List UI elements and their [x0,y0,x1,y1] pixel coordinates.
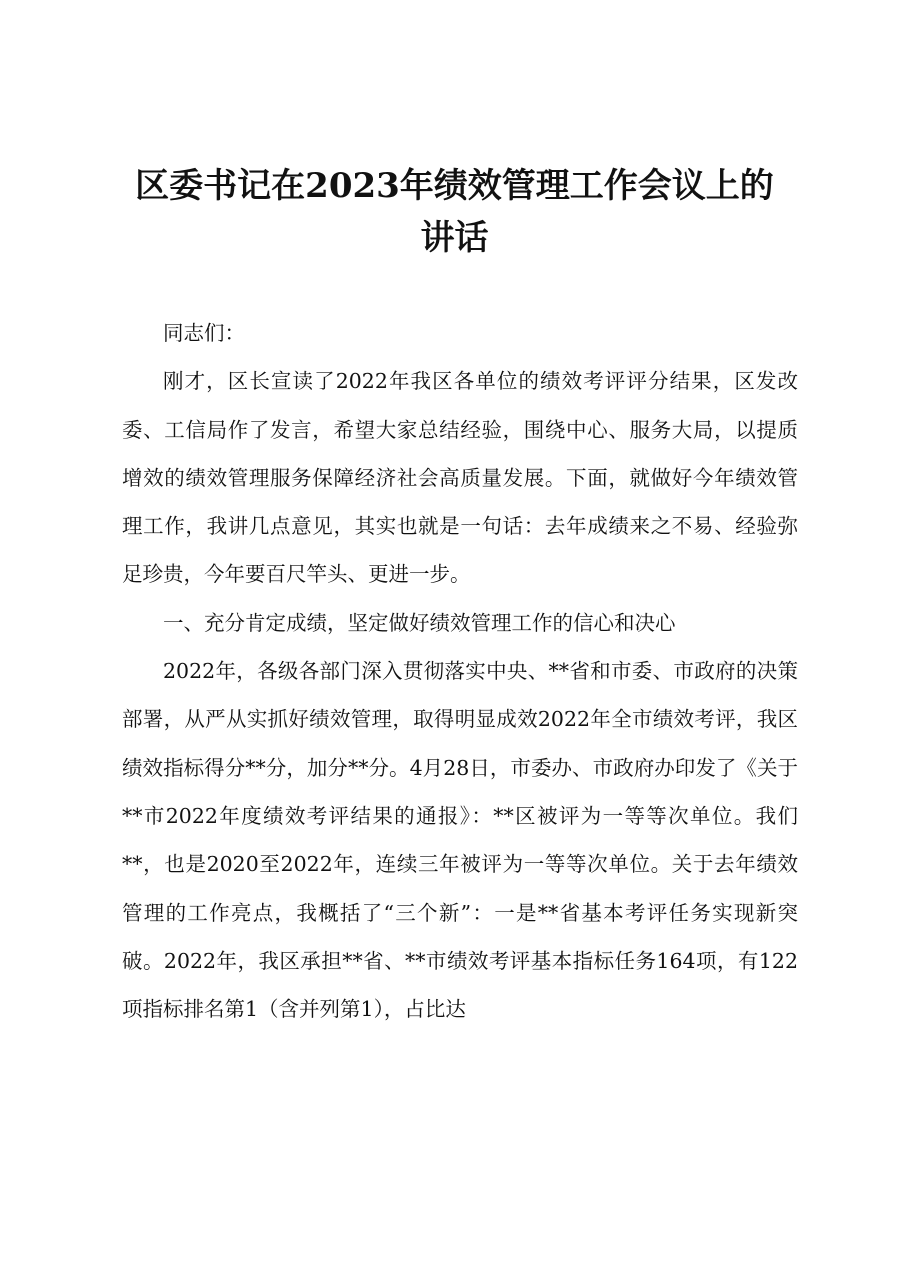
document-title: 区委书记在2023年绩效管理工作会议上的讲话 [135,166,774,258]
salutation-paragraph: 同志们： [163,321,245,345]
section-heading-1: 一、充分肯定成绩，坚定做好绩效管理工作的信心和决心 [163,610,676,635]
achievements-paragraph: 2022年，各级各部门深入贯彻落实中央、**省和市委、市政府的决策部署，从严从实抓好绩效管理，取得明显成效2022年全市绩效考评，我区绩效指标得分**分，加分**分。4月28日，市委办、市政府办印发了《关于**市2022年度绩效考评结果的通报》：**区被评为一等等次单位。我们**，也是2020至2022年，连续三年被评为一等等次单位。关于去年绩效管理的工作亮点，我概括了“三个新”：一是**省基本考评任务实现新突破。2022年，我区承担**省、**市绩效考评基本指标任务164项，有122项指标排名第1（含并列第1），占比达 [122,659,798,1022]
opening-paragraph: 刚才，区长宣读了2022年我区各单位的绩效考评评分结果，区发改委、工信局作了发言，希望大家总结经验，围绕中心、服务大局，以提质增效的绩效管理服务保障经济社会高质量发展。下面，就做好今年绩效管理工作，我讲几点意见，其实也就是一句话：去年成绩来之不易、经验弥足珍贵，今年要百尺竿头、更进一步。 [122,369,798,587]
document-body [122,309,798,1033]
